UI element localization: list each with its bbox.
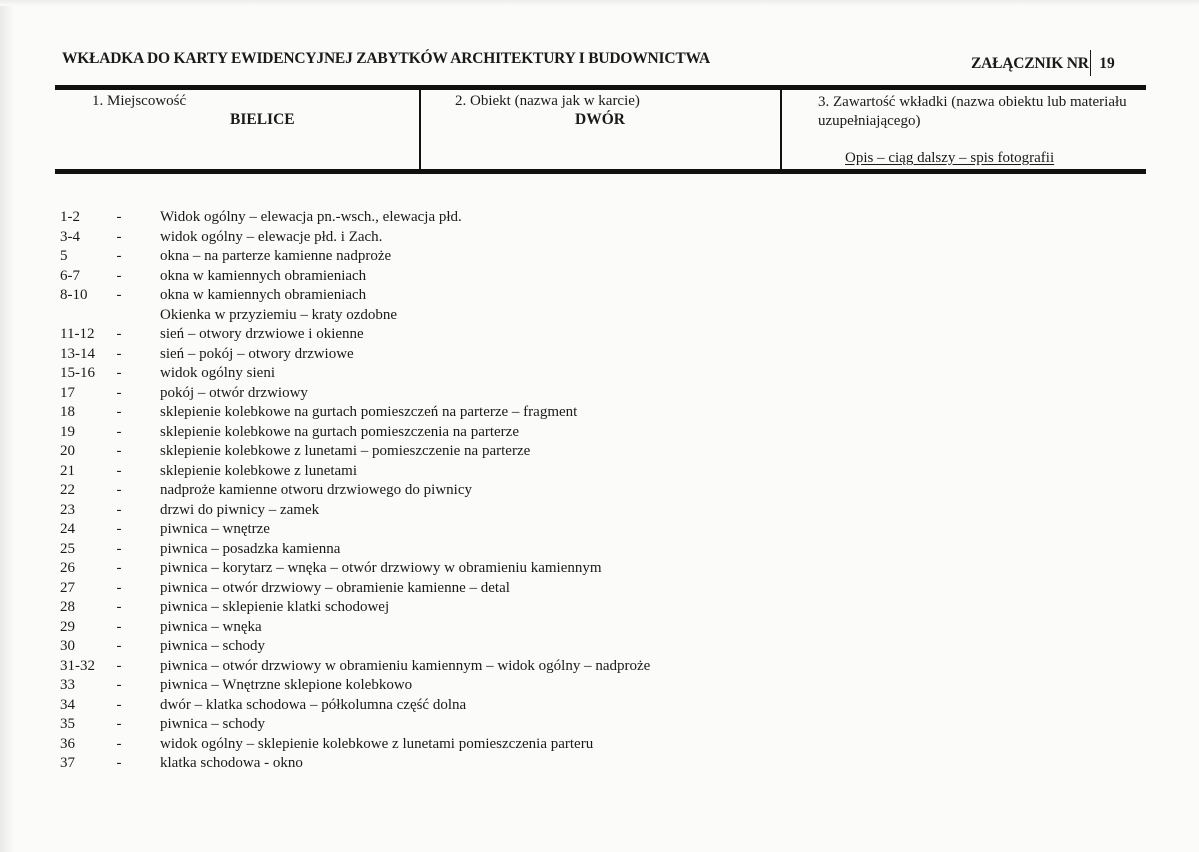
- photo-description: okna – na parterze kamienne nadproże: [160, 248, 392, 264]
- photo-dash: -: [116, 326, 122, 342]
- photo-list-item: [60, 462, 960, 482]
- photo-list-item: [60, 618, 960, 638]
- photo-number: 36: [60, 735, 75, 752]
- photo-dash: -: [116, 657, 122, 674]
- photo-number: 11-12: [60, 326, 95, 342]
- photo-number: 5: [60, 248, 68, 264]
- photo-list-item: [60, 384, 960, 404]
- photo-description: okna w kamiennych obramieniach: [160, 287, 367, 303]
- photo-number: 26: [60, 560, 75, 576]
- document-title: WKŁADKA DO KARTY EWIDENCYJNEJ ZABYTKÓW ARCHITEKTURY I BUDOWNICTWA: [62, 50, 711, 67]
- photo-list-item: [60, 481, 960, 501]
- photo-number: 25: [60, 540, 75, 557]
- photo-number: 18: [60, 404, 75, 420]
- photo-description: piwnica – sklepienie klatki schodowej: [160, 599, 390, 615]
- photo-number: 37: [60, 755, 75, 771]
- photo-description: nadproże kamienne otworu drzwiowego do piwnicy: [160, 482, 472, 498]
- photo-dash: -: [116, 287, 122, 303]
- photo-dash: -: [116, 540, 122, 557]
- photo-list-item: [60, 715, 960, 735]
- photo-description: widok ogólny – sklepienie kolebkowe z lunetami pomieszczenia parteru: [160, 735, 594, 752]
- photo-list-item: [60, 540, 960, 560]
- photo-dash: -: [116, 716, 122, 732]
- photo-dash: -: [116, 384, 122, 401]
- photo-list-item: [60, 598, 960, 618]
- attachment-divider: [1090, 50, 1092, 76]
- content-value: Opis – ciąg dalszy – spis fotografii: [845, 150, 1055, 166]
- photo-list-item: [60, 559, 960, 579]
- photo-number: 22: [60, 482, 75, 498]
- photo-list-item: [60, 442, 960, 462]
- photo-number: 6-7: [60, 267, 80, 284]
- photo-number: 8-10: [60, 287, 88, 303]
- location-label: 1. Miejscowość: [92, 93, 187, 109]
- photo-number: 1-2: [60, 209, 80, 225]
- photo-description: klatka schodowa - okno: [160, 755, 303, 771]
- photo-list-item: [60, 579, 960, 599]
- photo-description: sklepienie kolebkowe z lunetami: [160, 462, 358, 479]
- photo-list-item: [60, 208, 960, 228]
- photo-number: 21: [60, 462, 75, 479]
- photo-dash: -: [116, 365, 122, 381]
- photo-description: pokój – otwór drzwiowy: [160, 384, 308, 401]
- photo-list-item: [60, 696, 960, 716]
- photo-dash: -: [116, 501, 122, 518]
- attachment-label: ZAŁĄCZNIK NR: [971, 55, 1089, 72]
- location-value: BIELICE: [230, 111, 295, 128]
- photo-description: piwnica – otwór drzwiowy – obramienie kamienne – detal: [160, 579, 510, 596]
- photo-list-item: [60, 228, 960, 248]
- photo-list-item: [60, 267, 960, 287]
- photo-description: okna w kamiennych obramieniach: [160, 267, 367, 284]
- photo-description: piwnica – korytarz – wnęka – otwór drzwiowy w obramieniu kamiennym: [160, 560, 602, 576]
- photo-number: 17: [60, 384, 75, 401]
- column-divider-2: [780, 88, 782, 171]
- photo-description: piwnica – posadzka kamienna: [160, 540, 341, 557]
- photo-dash: -: [116, 228, 122, 245]
- photo-description: piwnica – wnęka: [160, 618, 262, 635]
- photo-description: sklepienie kolebkowe na gurtach pomieszczenia na parterze: [160, 423, 519, 440]
- photo-description: piwnica – schody: [160, 716, 265, 732]
- photo-description: drzwi do piwnicy – zamek: [160, 501, 320, 518]
- photo-dash: -: [116, 521, 122, 537]
- photo-description: dwór – klatka schodowa – półkolumna część dolna: [160, 696, 467, 713]
- photo-dash: -: [116, 638, 122, 654]
- photo-number: 24: [60, 521, 75, 537]
- photo-description: piwnica – schody: [160, 638, 265, 654]
- photo-list-item: [60, 637, 960, 657]
- photo-dash: -: [116, 267, 122, 284]
- photo-description: sień – pokój – otwory drzwiowe: [160, 345, 354, 362]
- photo-number: 27: [60, 579, 75, 596]
- content-label: 3. Zawartość wkładki (nazwa obiektu lub materiału uzupełniającego): [818, 94, 1127, 129]
- photo-dash: -: [116, 618, 122, 635]
- photo-number: 34: [60, 696, 75, 713]
- photo-dash: -: [116, 482, 122, 498]
- photo-list-item: [60, 754, 960, 774]
- photo-dash: -: [116, 248, 122, 264]
- photo-list-item: [60, 247, 960, 267]
- photo-description: piwnica – Wnętrzne sklepione kolebkowo: [160, 677, 413, 693]
- photo-number: 31-32: [60, 657, 95, 674]
- photo-list-item: [60, 520, 960, 540]
- column-divider-1: [419, 88, 421, 171]
- photo-dash: -: [116, 345, 122, 362]
- photo-description: piwnica – wnętrze: [160, 521, 270, 537]
- photo-list-item: [60, 676, 960, 696]
- scan-edge-top: [0, 0, 1199, 6]
- photo-dash: -: [116, 462, 122, 479]
- photo-number: 23: [60, 501, 75, 518]
- photo-dash: -: [116, 696, 122, 713]
- photo-list-item: [60, 735, 960, 755]
- object-label: 2. Obiekt (nazwa jak w karcie): [455, 93, 640, 109]
- attachment-number-block: [971, 50, 1115, 76]
- photo-list-item: [60, 345, 960, 365]
- photo-dash: -: [116, 677, 122, 693]
- photo-dash: -: [116, 599, 122, 615]
- photo-description: Widok ogólny – elewacja pn.-wsch., elewacja płd.: [160, 209, 462, 225]
- photo-number: 20: [60, 443, 75, 459]
- photo-number: 28: [60, 599, 75, 615]
- photo-dash: -: [116, 209, 122, 225]
- photo-description: widok ogólny – elewacje płd. i Zach.: [160, 228, 383, 245]
- photo-dash: -: [116, 404, 122, 420]
- photo-description: widok ogólny sieni: [160, 365, 275, 381]
- photo-list-item: [60, 403, 960, 423]
- photo-description: sklepienie kolebkowe na gurtach pomieszczeń na parterze – fragment: [160, 404, 578, 420]
- photo-list: [60, 208, 960, 774]
- photo-number: 29: [60, 618, 75, 635]
- scan-edge-left: [0, 0, 14, 852]
- photo-number: 35: [60, 716, 75, 732]
- header-rule-top: [55, 85, 1146, 90]
- photo-list-item: [60, 286, 960, 306]
- photo-number: 30: [60, 638, 75, 654]
- photo-description: sień – otwory drzwiowe i okienne: [160, 326, 364, 342]
- photo-dash: -: [116, 735, 122, 752]
- photo-number: 33: [60, 677, 75, 693]
- photo-list-item: [60, 423, 960, 443]
- photo-number: 15-16: [60, 365, 95, 381]
- photo-list-item: [60, 657, 960, 677]
- photo-dash: -: [116, 579, 122, 596]
- photo-dash: -: [116, 755, 122, 771]
- photo-list-item: [60, 325, 960, 345]
- object-value: DWÓR: [575, 111, 625, 128]
- photo-dash: -: [116, 423, 122, 440]
- photo-list-item: [60, 501, 960, 521]
- photo-description: piwnica – otwór drzwiowy w obramieniu kamiennym – widok ogólny – nadproże: [160, 657, 651, 674]
- photo-number: 13-14: [60, 345, 95, 362]
- photo-list-item: [60, 306, 960, 326]
- photo-dash: -: [116, 560, 122, 576]
- photo-description: Okienka w przyziemiu – kraty ozdobne: [160, 306, 398, 323]
- photo-number: 19: [60, 423, 75, 440]
- photo-number: 3-4: [60, 228, 80, 245]
- photo-list-item: [60, 364, 960, 384]
- photo-dash: -: [116, 443, 122, 459]
- attachment-number: 19: [1099, 55, 1115, 72]
- header-rule-bottom: [55, 169, 1146, 174]
- photo-description: sklepienie kolebkowe z lunetami – pomieszczenie na parterze: [160, 443, 531, 459]
